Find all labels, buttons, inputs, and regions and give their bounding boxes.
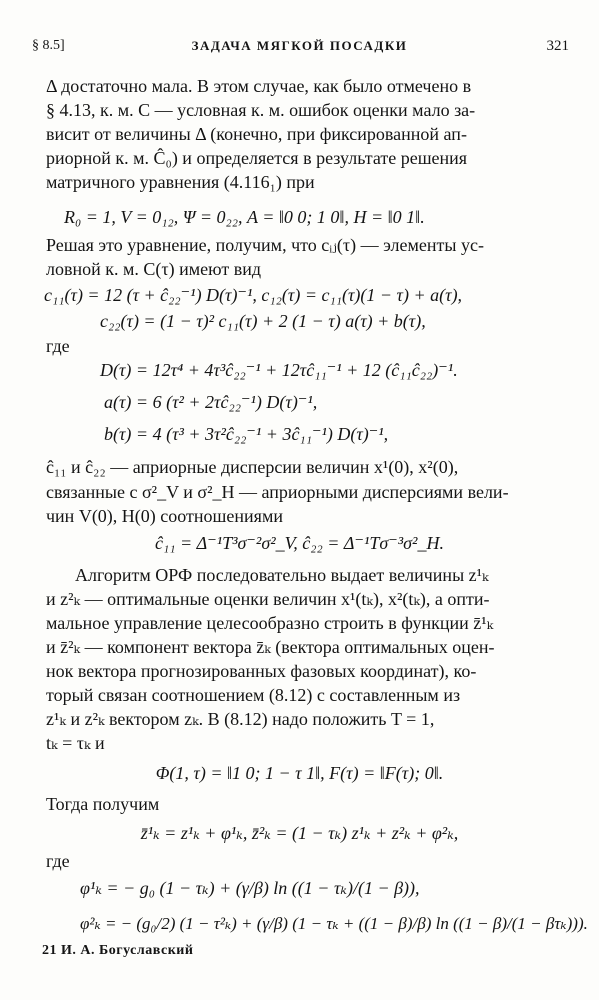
text-line: мальное управление целесообразно строить в функции z̄¹ₖ <box>46 613 494 633</box>
equation-b: b(τ) = 4 (τ³ + 3τ²ĉ₂₂⁻¹ + 3ĉ₁₁⁻¹) D(τ)⁻¹, <box>104 424 389 444</box>
text-line: ĉ₁₁ и ĉ₂₂ — априорные дисперсии величин x¹(0), x²(0), <box>46 457 459 477</box>
text-line: и z²ₖ — оптимальные оценки величин x¹(tₖ), x²(tₖ), а опти- <box>46 589 490 609</box>
text-line: § 4.13, к. м. C — условная к. м. ошибок оценки мало за- <box>46 100 476 120</box>
text-line: Решая это уравнение, получим, что cᵢⱼ(τ) — элементы ус- <box>46 235 484 255</box>
text-line: tₖ = τₖ и <box>46 733 105 753</box>
footer-signature: 21 И. А. Богуславский <box>42 943 194 958</box>
text-line: ловной к. м. C(τ) имеют вид <box>46 259 261 279</box>
text-line: риорной к. м. Ĉ₀) и определяется в результате решения <box>46 148 468 168</box>
text-line: связанные с σ²_V и σ²_H — априорными дисперсиями вели- <box>46 482 509 502</box>
text-line: и z̄²ₖ — компонент вектора z̄ₖ (вектора оптимальных оцен- <box>46 637 495 657</box>
text-line: z¹ₖ и z²ₖ вектором zₖ. В (8.12) надо положить T = 1, <box>46 709 435 729</box>
equation-phi2: φ²ₖ = − (g₀/2) (1 − τ²ₖ) + (γ/β) (1 − τₖ + ((1 − β)/β) ln ((1 − β)/(1 − βτₖ))). <box>80 914 588 933</box>
page-number: 321 <box>546 38 569 54</box>
equation-c11-c12: c₁₁(τ) = 12 (τ + ĉ₂₂⁻¹) D(τ)⁻¹, c₁₂(τ) = c₁₁(τ)(1 − τ) + a(τ), <box>44 285 463 305</box>
equation-c22: c₂₂(τ) = (1 − τ)² c₁₁(τ) + 2 (1 − τ) a(τ) + b(τ), <box>100 311 426 331</box>
equation-a: a(τ) = 6 (τ² + 2τĉ₂₂⁻¹) D(τ)⁻¹, <box>104 392 318 412</box>
equation-phi-matrix: Φ(1, τ) = ‖1 0; 1 − τ 1‖, F(τ) = ‖F(τ); 0‖. <box>155 763 444 783</box>
text-line: висит от величины Δ (конечно, при фиксированной ап- <box>46 124 467 144</box>
where-label: где <box>46 336 70 356</box>
equation-phi1: φ¹ₖ = − g₀ (1 − τₖ) + (γ/β) ln ((1 − τₖ)/(1 − β)), <box>80 878 420 898</box>
section-ref: § 8.5] <box>32 38 65 53</box>
text-line: торый связан соотношением (8.12) с составленным из <box>46 685 461 705</box>
text-line: Δ достаточно мала. В этом случае, как было отмечено в <box>46 76 472 96</box>
then-label: Тогда получим <box>46 794 160 814</box>
where-label: где <box>46 851 70 871</box>
equation-parameters: R₀ = 1, V = 0₁₂, Ψ = 0₂₂, A = ‖0 0; 1 0‖, H = ‖0 1‖. <box>64 207 425 227</box>
running-title: ЗАДАЧА МЯГКОЙ ПОСАДКИ <box>191 38 408 53</box>
text-line: чин V(0), H(0) соотношениями <box>46 506 283 526</box>
text-line: нок вектора прогнозированных фазовых координат), ко- <box>46 661 477 681</box>
text-line: матричного уравнения (4.116₁) при <box>46 172 315 192</box>
equation-sigma: ĉ₁₁ = Δ⁻¹T³σ⁻²σ²_V, ĉ₂₂ = Δ⁻¹Tσ⁻³σ²_H. <box>155 533 444 553</box>
equation-d: D(τ) = 12τ⁴ + 4τ³ĉ₂₂⁻¹ + 12τĉ₁₁⁻¹ + 12 (ĉ₁₁ĉ₂₂)⁻¹. <box>100 360 458 380</box>
equation-z: z̄¹ₖ = z¹ₖ + φ¹ₖ, z̄²ₖ = (1 − τₖ) z¹ₖ + z²ₖ + φ²ₖ, <box>140 823 459 843</box>
text-line: Алгоритм ОРФ последовательно выдает величины z¹ₖ <box>75 565 489 585</box>
